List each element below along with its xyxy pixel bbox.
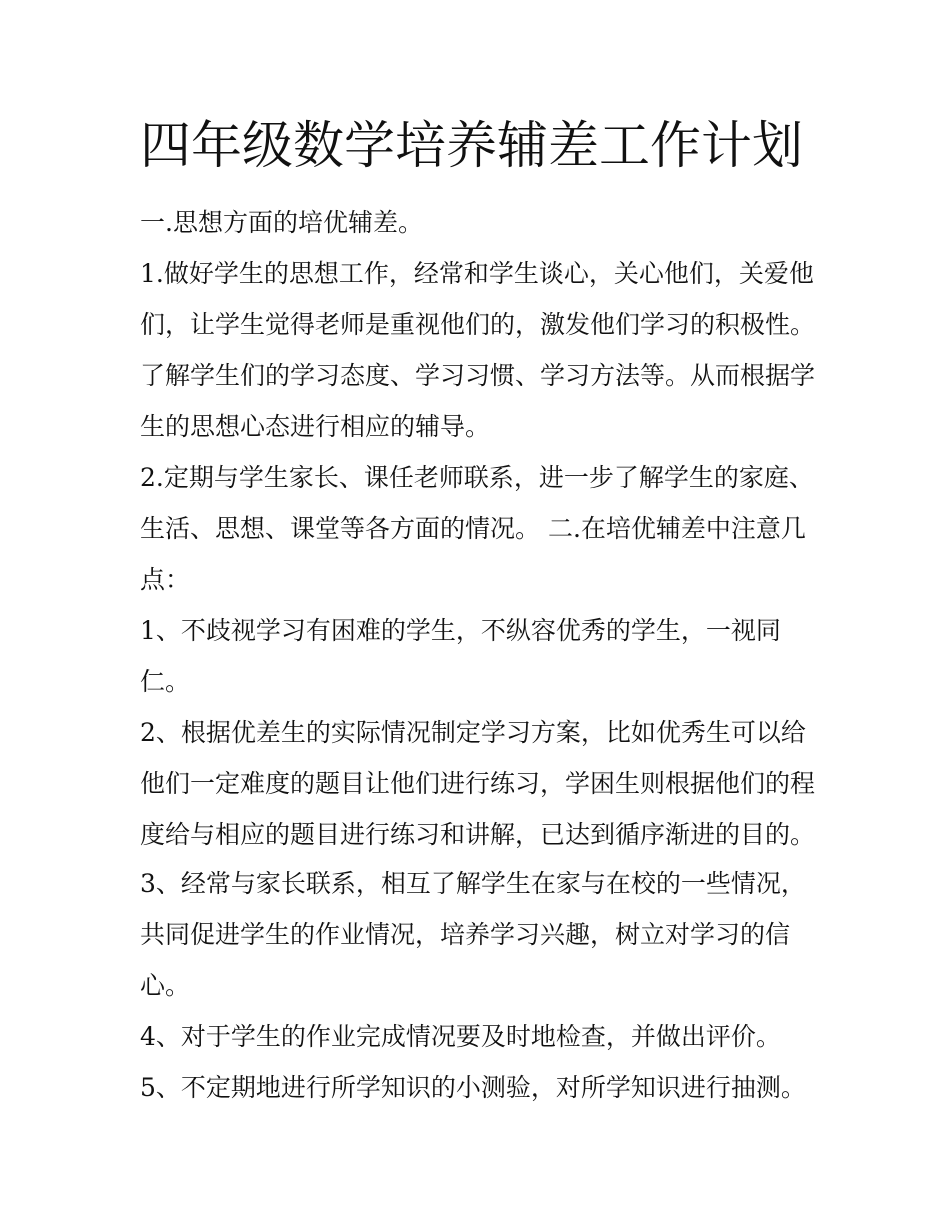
text-line: 仁。 [140,667,191,696]
text-line: 度给与相应的题目进行练习和讲解，已达到循序渐进的目的。 [140,820,816,849]
text-line: 一.思想方面的培优辅差。 [140,208,423,237]
text-line: 2、根据优差生的实际情况制定学习方案，比如优秀生可以给 [140,718,806,747]
text-line: 生的思想心态进行相应的辅导。 [140,412,491,441]
text-line: 点： [140,565,191,594]
text-line: 他们一定难度的题目让他们进行练习，学困生则根据他们的程 [140,769,816,798]
text-line: 生活、思想、课堂等各方面的情况。 二.在培优辅差中注意几 [140,514,806,543]
text-line: 共同促进学生的作业情况，培养学习兴趣，树立对学习的信 [140,920,791,949]
text-line: 们，让学生觉得老师是重视他们的，激发他们学习的积极性。 [140,310,816,339]
text-line: 1、不歧视学习有困难的学生，不纵容优秀的学生，一视同 [140,616,781,645]
text-line: 心。 [140,971,191,1000]
text-line: 2.定期与学生家长、课任老师联系，进一步了解学生的家庭、 [140,463,814,492]
document-title: 四年级数学培养辅差工作计划 [140,117,804,176]
text-line: 3、经常与家长联系，相互了解学生在家与在校的一些情况， [140,869,806,898]
text-line: 4、对于学生的作业完成情况要及时地检查，并做出评价。 [140,1022,781,1051]
text-line: 5、不定期地进行所学知识的小测验，对所学知识进行抽测。 [140,1073,806,1102]
text-line: 1.做好学生的思想工作，经常和学生谈心，关心他们，关爱他 [140,259,814,288]
text-line: 了解学生们的学习态度、学习习惯、学习方法等。从而根据学 [140,361,816,390]
